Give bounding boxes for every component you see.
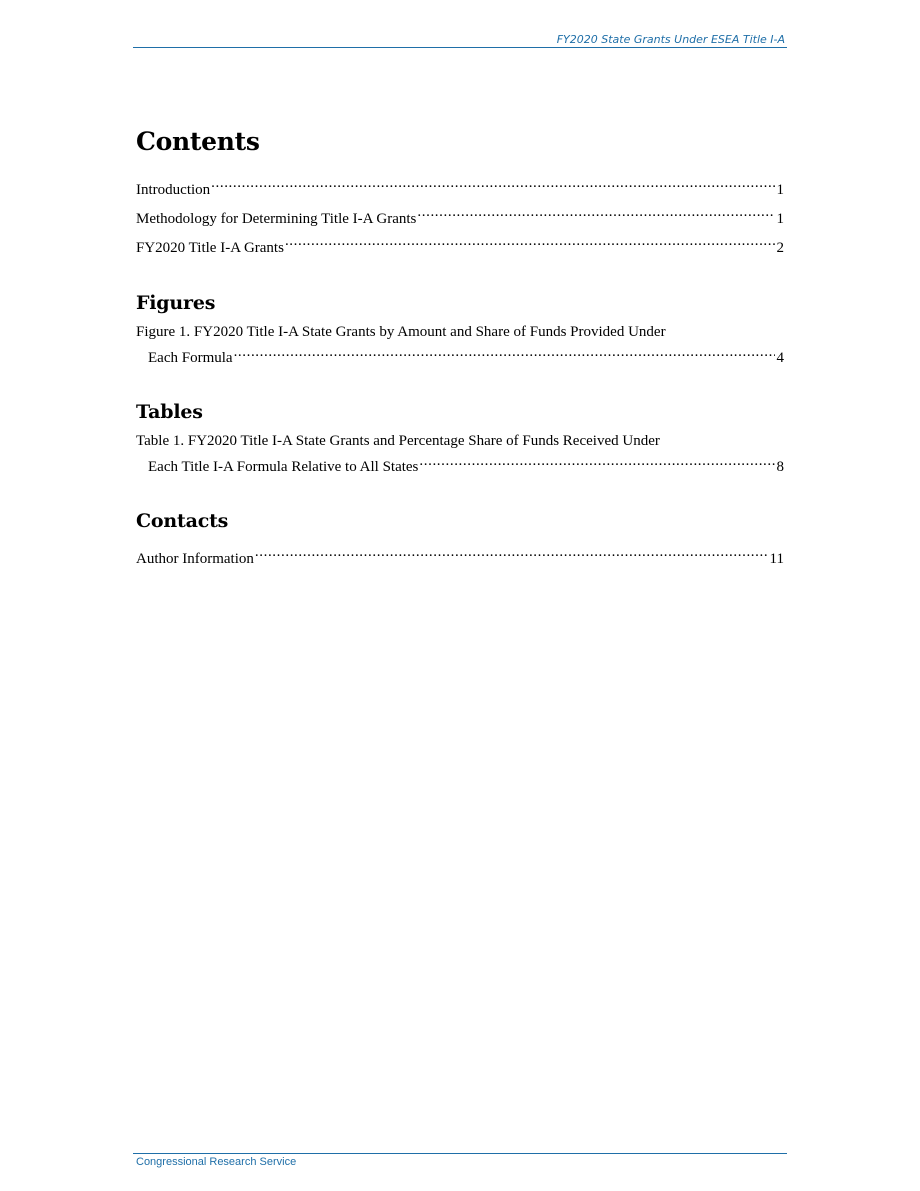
contacts-heading: Contacts (136, 510, 229, 532)
toc-entry-label: Methodology for Determining Title I-A Grants (136, 211, 417, 227)
toc-entry-continued (136, 342, 784, 368)
toc-entry-continued (136, 451, 784, 477)
running-header (133, 33, 787, 48)
tables-list (136, 432, 784, 477)
toc-entry-label-line1: Figure 1. FY2020 Title I-A State Grants by Amount and Share of Funds Provided Under (136, 324, 666, 340)
toc-entry-label-line2: Each Title I-A Formula Relative to All States (148, 459, 419, 475)
toc-entry-author-information[interactable] (136, 541, 784, 570)
footer-organization: Congressional Research Service (136, 1156, 297, 1168)
dot-leader (417, 201, 774, 223)
toc-entry-label: Author Information (136, 551, 254, 567)
toc-entry-label: Introduction (136, 182, 211, 198)
contents-heading: Contents (136, 127, 260, 156)
figures-heading: Figures (136, 292, 216, 314)
toc-entry-figure-1[interactable] (136, 323, 784, 368)
toc-entry-label-line1: Table 1. FY2020 Title I-A State Grants and Percentage Share of Funds Received Under (136, 433, 660, 449)
toc-entry-page: 11 (769, 551, 784, 567)
toc-entry-introduction[interactable] (136, 172, 784, 201)
toc-entry-label-line2: Each Formula (148, 350, 233, 366)
dot-leader (419, 451, 774, 471)
toc-entry-table-1[interactable] (136, 432, 784, 477)
toc-entry-page: 1 (776, 182, 784, 198)
dot-leader (255, 541, 768, 563)
tables-heading: Tables (136, 401, 203, 423)
toc-entry-methodology[interactable] (136, 201, 784, 230)
toc-entry-page: 4 (776, 350, 784, 366)
figures-list (136, 323, 784, 368)
contacts-list (136, 541, 784, 570)
toc-entry-page: 8 (776, 459, 784, 475)
contents-list (136, 172, 784, 259)
dot-leader (211, 172, 774, 194)
running-header-title: FY2020 State Grants Under ESEA Title I-A (556, 33, 785, 46)
toc-entry-page: 1 (776, 211, 784, 227)
toc-entry-page: 2 (776, 240, 784, 256)
toc-entry-label: FY2020 Title I-A Grants (136, 240, 284, 256)
dot-leader (285, 230, 775, 252)
footer-rule (133, 1153, 787, 1154)
table-of-contents (136, 124, 784, 570)
dot-leader (234, 342, 775, 362)
toc-entry-fy2020-grants[interactable] (136, 230, 784, 259)
